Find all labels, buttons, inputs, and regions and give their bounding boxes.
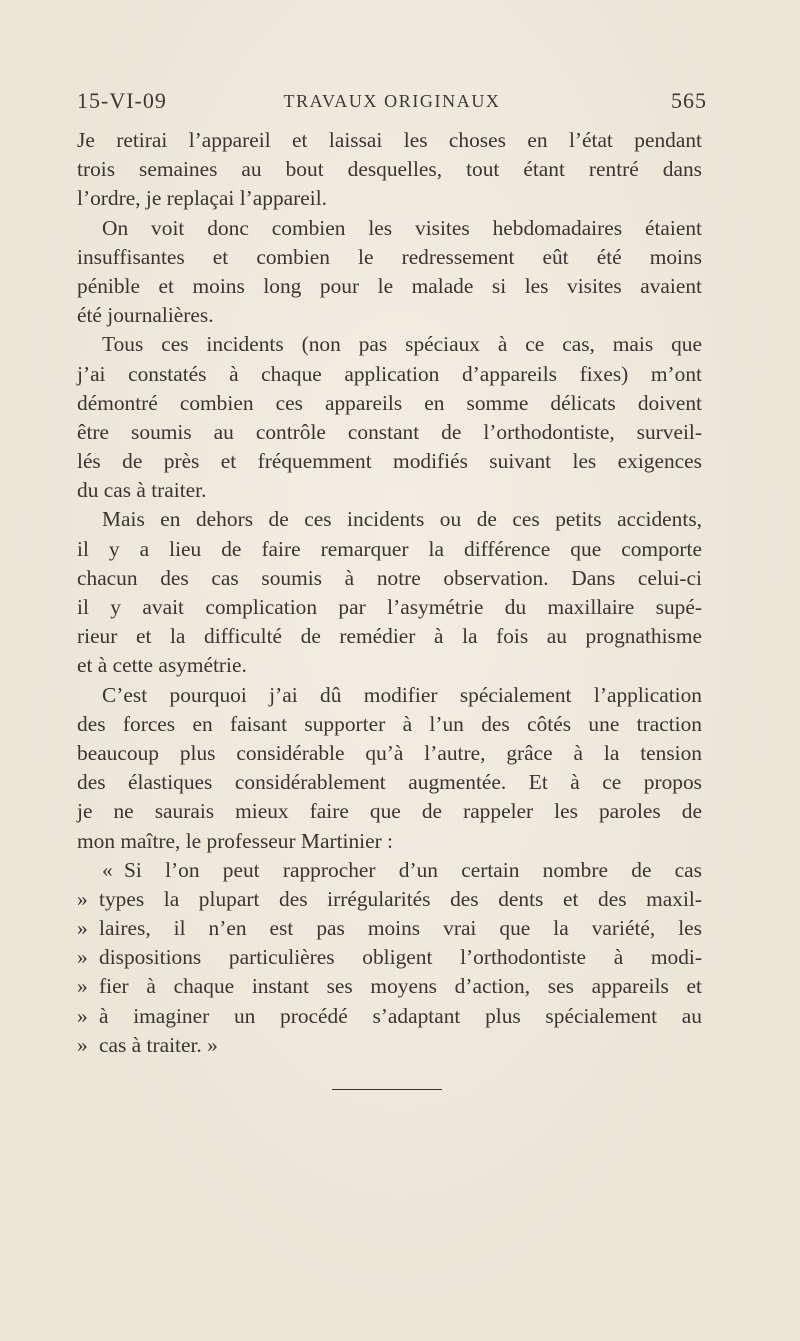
- quote-text: types la plupart des irrégularités des dents et des maxil-: [99, 886, 702, 911]
- text-line: Je retirai l’appareil et laissai les choses en l’état pendant: [77, 128, 702, 152]
- quote-line: [77, 972, 702, 1001]
- text-line: j’ai constatés à chaque application d’appareils fixes) m’ont: [77, 361, 702, 386]
- text-line: lés de près et fréquemment modifiés suivant les exigences: [77, 449, 702, 474]
- quote-cont-mark: »: [77, 886, 88, 911]
- quote-cont-mark: »: [77, 945, 88, 970]
- text-line: été journalières.: [77, 303, 214, 328]
- quote-cont-mark: »: [77, 916, 88, 941]
- quote-text: dispositions particulières obligent l’orthodontiste à modi-: [99, 945, 702, 970]
- text-line: des forces en faisant supporter à l’un des côtés une traction: [77, 711, 702, 736]
- text-line: trois semaines au bout desquelles, tout étant rentré dans: [77, 157, 702, 182]
- quote-open-mark: «: [102, 857, 113, 882]
- quote-text: cas à traiter.: [99, 1032, 202, 1057]
- quote-text: fier à chaque instant ses moyens d’action, ses appareils et: [99, 974, 702, 999]
- quote-text: Si l’on peut rapprocher d’un certain nombre de cas: [124, 857, 702, 882]
- text-line: insuffisantes et combien le redressement eût été moins: [77, 244, 702, 269]
- text-line: être soumis au contrôle constant de l’orthodontiste, surveil-: [77, 419, 702, 444]
- quote-line: [77, 1031, 702, 1060]
- text-line: il y a lieu de faire remarquer la différence que comporte: [77, 536, 702, 561]
- text-line: C’est pourquoi j’ai dû modifier spécialement l’application: [102, 682, 702, 707]
- quote-line: [77, 1002, 702, 1031]
- text-line: Mais en dehors de ces incidents ou de ces petits accidents,: [102, 507, 702, 532]
- section-end-rule: [332, 1089, 442, 1090]
- text-line: je ne saurais mieux faire que de rappeler les paroles de: [77, 799, 702, 824]
- text-line: mon maître, le professeur Martinier :: [77, 828, 394, 853]
- quote-close-mark: »: [207, 1032, 218, 1057]
- header-date: 15-VI-09: [77, 88, 167, 113]
- header-section-title: TRAVAUX ORIGINAUX: [283, 91, 501, 111]
- quote-cont-mark: »: [77, 1032, 88, 1057]
- text-line: l’ordre, je replaçai l’appareil.: [77, 186, 328, 211]
- text-line: démontré combien ces appareils en somme délicats doivent: [77, 390, 702, 415]
- text-line: pénible et moins long pour le malade si les visites avaient: [77, 273, 702, 298]
- quote-line: [77, 856, 702, 885]
- quote-cont-mark: »: [77, 1003, 88, 1028]
- quote-line: [77, 885, 702, 914]
- text-line: beaucoup plus considérable qu’à l’autre, grâce à la tension: [77, 740, 702, 765]
- text-line: des élastiques considérablement augmentée. Et à ce propos: [77, 770, 702, 795]
- text-line: du cas à traiter.: [77, 478, 207, 503]
- page-number: 565: [671, 88, 707, 113]
- quote-line: [77, 943, 702, 972]
- text-line: rieur et la difficulté de remédier à la fois au prognathisme: [77, 624, 702, 649]
- text-line: chacun des cas soumis à notre observation. Dans celui-ci: [77, 565, 702, 590]
- text-line: On voit donc combien les visites hebdomadaires étaient: [102, 215, 702, 240]
- running-header: [77, 88, 707, 124]
- text-line: et à cette asymétrie.: [77, 653, 247, 678]
- text-line: il y avait complication par l’asymétrie du maxillaire supé-: [77, 595, 702, 619]
- quote-text: laires, il n’en est pas moins vrai que la variété, les: [99, 916, 702, 941]
- quote-cont-mark: »: [77, 974, 88, 999]
- body-text: [77, 126, 702, 1060]
- quote-line: [77, 914, 702, 943]
- quote-text: à imaginer un procédé s’adaptant plus spécialement au: [99, 1003, 702, 1028]
- text-line: Tous ces incidents (non pas spéciaux à ce cas, mais que: [102, 332, 702, 357]
